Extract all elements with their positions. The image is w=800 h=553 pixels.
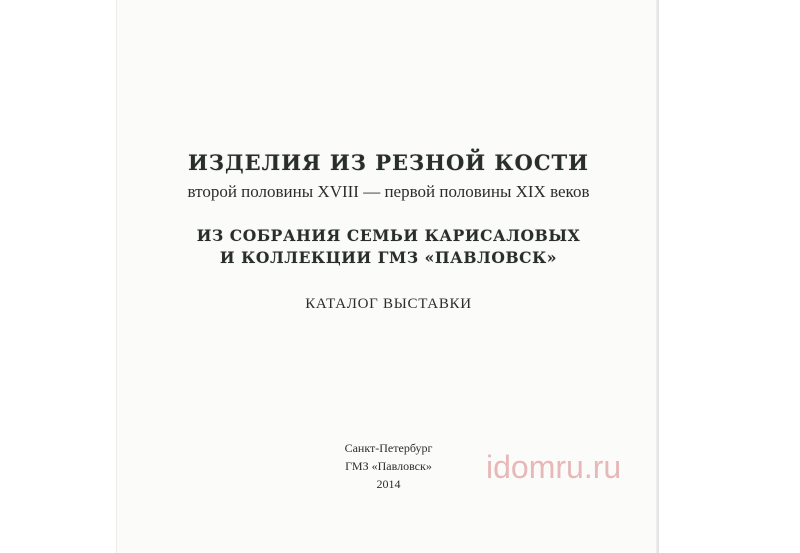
imprint-year: 2014 <box>376 477 401 491</box>
book-title: ИЗДЕЛИЯ ИЗ РЕЗНОЙ КОСТИ <box>187 150 589 175</box>
collection-line-2: И КОЛЛЕКЦИИ ГМЗ «ПАВЛОВСК» <box>219 248 558 267</box>
imprint-city: Санкт-Петербург <box>344 441 433 455</box>
catalog-label: КАТАЛОГ ВЫСТАВКИ <box>305 296 472 312</box>
book-subtitle: второй половины XVIII — первой половины XIX веков <box>187 182 590 201</box>
imprint-publisher: ГМЗ «Павловск» <box>345 459 432 473</box>
collection-line-1: ИЗ СОБРАНИЯ СЕМЬИ КАРИСАЛОВЫХ <box>196 226 581 245</box>
watermark: idomru.ru <box>486 449 622 485</box>
